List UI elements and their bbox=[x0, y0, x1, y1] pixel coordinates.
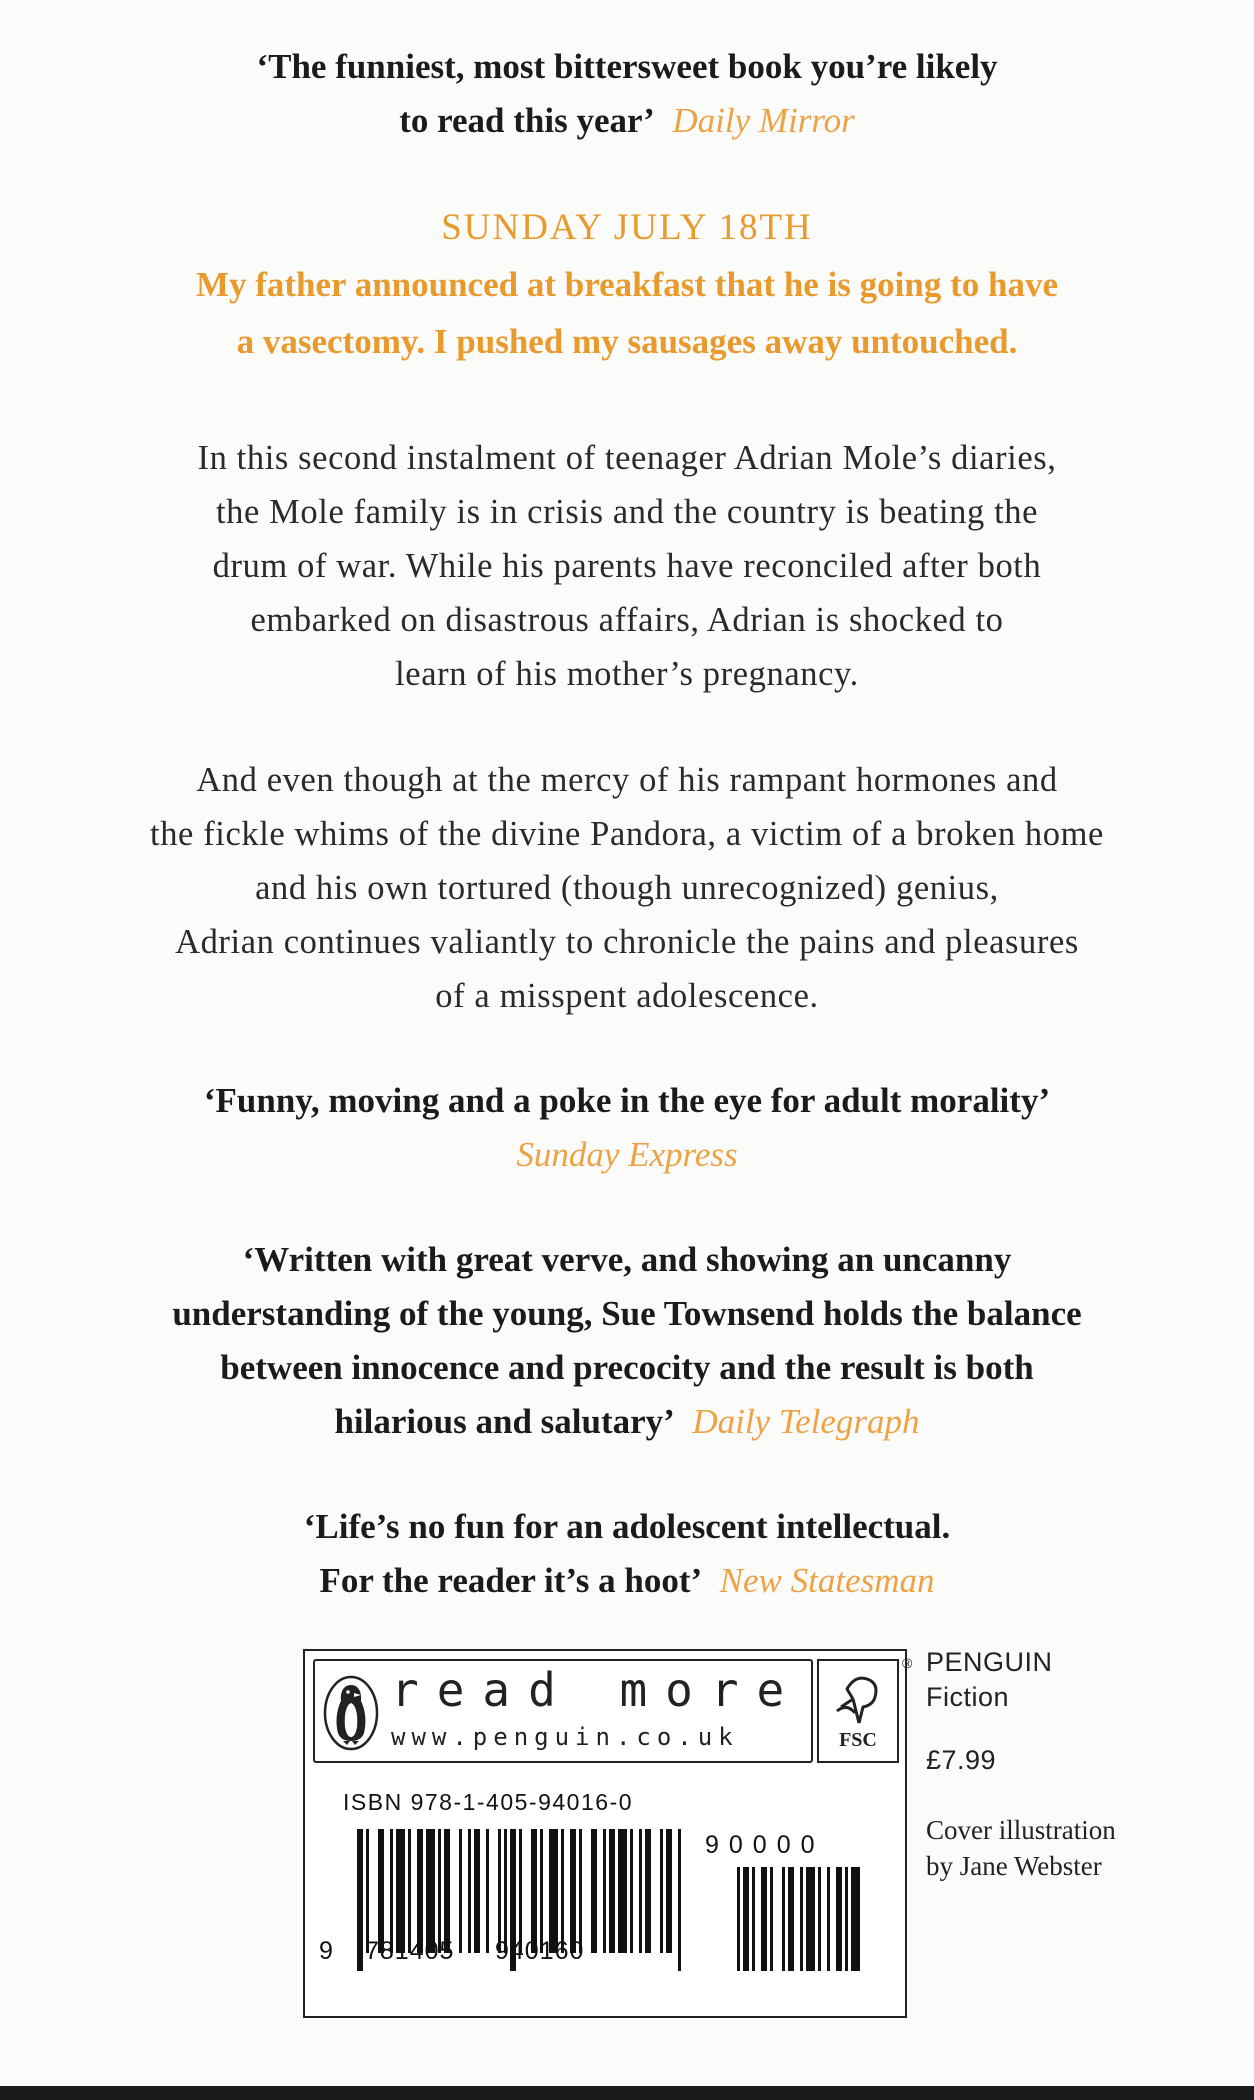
blurb-line: In this second instalment of teenager Adrian Mole’s diaries, bbox=[197, 439, 1057, 477]
barcode-bar bbox=[579, 1829, 582, 1953]
barcode-bar bbox=[540, 1829, 543, 1953]
barcode-bar bbox=[609, 1829, 615, 1953]
barcode-bar bbox=[519, 1829, 522, 1953]
price: £7.99 bbox=[926, 1745, 997, 1775]
blurb-line: of a misspent adolescence. bbox=[435, 977, 819, 1015]
barcode-bar bbox=[603, 1829, 606, 1953]
barcode-bar bbox=[390, 1829, 393, 1953]
barcode-bar bbox=[666, 1829, 672, 1953]
barcode-bar bbox=[618, 1829, 627, 1953]
quote-line: ‘Written with great verve, and showing an uncanny bbox=[242, 1240, 1012, 1279]
blurb-line: the Mole family is in crisis and the country is beating the bbox=[215, 493, 1039, 531]
fsc-tree-icon bbox=[833, 1667, 885, 1727]
fsc-logo bbox=[817, 1659, 899, 1763]
barcode-bar bbox=[806, 1867, 815, 1971]
publisher-category: Fiction bbox=[926, 1682, 1010, 1712]
excerpt-line: a vasectomy. I pushed my sausages away untouched. bbox=[236, 322, 1018, 361]
penguin-logo-icon bbox=[323, 1675, 379, 1751]
blurb-paragraph-1 bbox=[0, 431, 1254, 701]
penguin-url: www.penguin.co.uk bbox=[391, 1723, 739, 1751]
barcode-bar bbox=[561, 1829, 564, 1953]
blurb-line: drum of war. While his parents have reconciled after both bbox=[212, 547, 1042, 585]
barcode-bar bbox=[444, 1829, 450, 1953]
diary-excerpt bbox=[0, 202, 1254, 368]
barcode-bar bbox=[827, 1867, 830, 1971]
registered-mark: ® bbox=[902, 1655, 913, 1671]
barcode-bar bbox=[800, 1867, 803, 1971]
barcode-bar bbox=[474, 1829, 480, 1953]
barcode-bar bbox=[788, 1867, 794, 1971]
barcode-bar bbox=[591, 1829, 597, 1953]
barcode-digits-right: 940160 bbox=[495, 1937, 585, 1965]
quote-line: understanding of the young, Sue Townsend holds the balance bbox=[172, 1294, 1082, 1333]
fsc-label: FSC bbox=[839, 1729, 877, 1751]
quote-source: Sunday Express bbox=[516, 1135, 738, 1174]
barcode-bar bbox=[660, 1829, 663, 1953]
excerpt-line: My father announced at breakfast that he is going to have bbox=[195, 265, 1059, 304]
barcode-digits-left: 781405 bbox=[365, 1937, 455, 1965]
barcode-bar bbox=[678, 1829, 681, 1971]
barcode-bar bbox=[743, 1867, 749, 1971]
quote-source: New Statesman bbox=[719, 1561, 935, 1600]
blurb-line: and his own tortured (though unrecognized) genius, bbox=[255, 869, 999, 907]
quote-daily-telegraph bbox=[0, 1233, 1254, 1449]
barcode-bar bbox=[396, 1829, 405, 1953]
barcode-panel bbox=[303, 1649, 913, 2018]
barcode-bar bbox=[752, 1867, 755, 1971]
barcode-bar bbox=[770, 1867, 773, 1971]
barcode-bar bbox=[438, 1829, 441, 1953]
quote-text: hilarious and salutary’ bbox=[334, 1402, 675, 1441]
barcode-bar bbox=[737, 1867, 740, 1971]
barcode-bar bbox=[408, 1829, 411, 1953]
barcode-bar bbox=[417, 1829, 423, 1953]
barcode-bar bbox=[836, 1867, 842, 1971]
barcode-bar bbox=[630, 1829, 633, 1953]
barcode-bar bbox=[357, 1829, 363, 1971]
blurb-paragraph-2 bbox=[0, 753, 1254, 1023]
barcode-bar bbox=[645, 1829, 651, 1953]
read-more-banner bbox=[313, 1659, 813, 1763]
blurb-line: Adrian continues valiantly to chronicle the pains and pleasures bbox=[175, 923, 1079, 961]
quote-sunday-express bbox=[0, 1074, 1254, 1182]
barcode-bar bbox=[570, 1829, 576, 1953]
barcode-bar bbox=[782, 1867, 785, 1971]
barcode-bar bbox=[426, 1829, 435, 1953]
isbn-text: ISBN 978-1-405-94016-0 bbox=[343, 1789, 633, 1815]
blurb-line: And even though at the mercy of his rampant hormones and bbox=[196, 761, 1058, 799]
barcode-bar bbox=[504, 1829, 507, 1953]
barcode-bar bbox=[531, 1829, 537, 1953]
barcode-addon-digits: 90000 bbox=[705, 1831, 825, 1859]
quote-line: ‘The funniest, most bittersweet book you’re likely bbox=[256, 47, 998, 86]
barcode-bar bbox=[498, 1829, 501, 1953]
barcode-bar bbox=[818, 1867, 821, 1971]
barcode-bar bbox=[851, 1867, 860, 1971]
barcode-bar bbox=[378, 1829, 384, 1953]
quote-source: Daily Mirror bbox=[672, 101, 855, 140]
barcode-bar bbox=[549, 1829, 558, 1953]
quote-daily-mirror bbox=[0, 40, 1254, 148]
credit-line: Cover illustration bbox=[926, 1815, 1116, 1845]
blurb-line: the fickle whims of the divine Pandora, a victim of a broken home bbox=[150, 815, 1104, 853]
barcode-bar bbox=[459, 1829, 462, 1953]
quote-line: between innocence and precocity and the result is both bbox=[220, 1348, 1034, 1387]
quote-line: ‘Life’s no fun for an adolescent intellectual. bbox=[303, 1507, 951, 1546]
barcode-bar bbox=[468, 1829, 471, 1953]
quote-line bbox=[0, 1554, 1254, 1608]
blurb-line: learn of his mother’s pregnancy. bbox=[395, 655, 859, 693]
quote-text: to read this year’ bbox=[399, 101, 655, 140]
blurb-line: embarked on disastrous affairs, Adrian is shocked to bbox=[250, 601, 1004, 639]
barcode-bar bbox=[366, 1829, 369, 1953]
quote-line bbox=[0, 94, 1254, 148]
credit-line: by Jane Webster bbox=[926, 1851, 1102, 1881]
barcode-bar bbox=[761, 1867, 767, 1971]
quote-line bbox=[0, 1395, 1254, 1449]
quote-source: Daily Telegraph bbox=[692, 1402, 920, 1441]
barcode-bar bbox=[845, 1867, 848, 1971]
barcode-bar bbox=[486, 1829, 489, 1953]
excerpt-date: SUNDAY JULY 18TH bbox=[441, 207, 813, 248]
bottom-edge bbox=[0, 2086, 1254, 2100]
quote-new-statesman bbox=[0, 1500, 1254, 1608]
read-more-text: read more bbox=[391, 1663, 803, 1717]
quote-text: ‘Funny, moving and a poke in the eye for adult morality’ bbox=[203, 1081, 1051, 1120]
barcode-bar bbox=[639, 1829, 642, 1953]
quote-text: For the reader it’s a hoot’ bbox=[319, 1561, 703, 1600]
publisher-name: PENGUIN bbox=[926, 1647, 1053, 1677]
barcode-digit-first: 9 bbox=[319, 1937, 334, 1965]
